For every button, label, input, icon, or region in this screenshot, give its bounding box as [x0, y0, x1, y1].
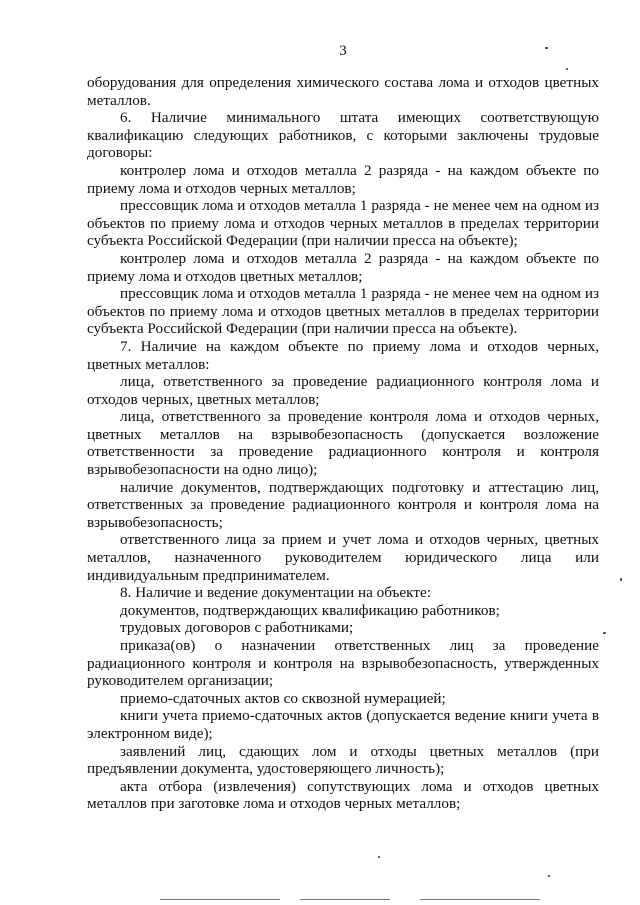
paragraph-2: 6. Наличие минимального штата имеющих соответствующую квалификацию следующих работников, с которыми заключены трудовые договоры: [87, 109, 603, 162]
paragraph-19: акта отбора (извлечения) сопутствующих лома и отходов цветных металлов при заготовке лома и отходов черных металлов; [87, 777, 599, 813]
paragraph-18: заявлений лиц, сдающих лом и отходы цветных металлов (при предъявлении документа, удостоверяющего личность); [87, 742, 599, 778]
paragraph-11: ответственного лица за прием и учет лома и отходов черных, цветных металлов, назначенного руководителем юридического лица или индивидуальным предпринимателем. [87, 531, 599, 584]
paragraph-17: книги учета приемо-сдаточных актов (допускается ведение книги учета в электронном виде); [87, 707, 599, 742]
paragraph-4: прессовщик лома и отходов металла 1 разряда - не менее чем на одном из объектов по приему лома и отходов черных металлов в пределах территории субъекта Российской Федерации (при наличии пресса на объекте); [87, 197, 599, 250]
paragraph-10: наличие документов, подтверждающих подготовку и аттестацию лиц, ответственных за проведение радиационного контроля и контроля лома на взрывобезопасность; [87, 478, 599, 531]
scan-speck [603, 632, 606, 634]
paragraph-12: 8. Наличие и ведение документации на объекте: [120, 584, 431, 602]
paragraph-1: оборудования для определения химического состава лома и отходов цветных металлов. [87, 74, 599, 109]
paragraph-15: приказа(ов) о назначении ответственных лиц за проведение радиационного контроля и контроля на взрывобезопасность, утвержденных руководителем организации; [87, 637, 599, 690]
scan-speck [545, 47, 548, 49]
scan-edge-line [300, 899, 390, 900]
scan-edge-line [420, 899, 540, 900]
paragraph-7: 7. Наличие на каждом объекте по приему лома и отходов черных, цветных металлов: [87, 337, 599, 373]
scan-speck [566, 68, 568, 70]
paragraph-14: трудовых договоров с работниками; [120, 619, 354, 637]
scan-speck [620, 578, 622, 581]
scan-speck [378, 856, 380, 858]
scan-edge-line [160, 899, 280, 900]
paragraph-9: лица, ответственного за проведение контроля лома и отходов черных, цветных металлов на взрывобезопасность (допускается возложение ответственности за проведение радиационного контроля и контроля взрывобезопасности на одно лицо); [87, 408, 599, 479]
paragraph-13: документов, подтверждающих квалификацию работников; [120, 601, 500, 619]
paragraph-16: приемо-сдаточных актов со сквозной нумерацией; [120, 689, 446, 707]
paragraph-6: прессовщик лома и отходов металла 1 разряда - не менее чем на одном из объектов по приему лома и отходов цветных металлов в пределах территории субъекта Российской Федерации (при наличии пресса на объекте). [87, 285, 599, 338]
paragraph-3: контролер лома и отходов металла 2 разряда - на каждом объекте по приему лома и отходов черных металлов; [87, 161, 599, 197]
page-number: 3 [339, 43, 347, 59]
scan-speck [548, 875, 550, 877]
document-body [87, 74, 603, 813]
paragraph-5: контролер лома и отходов металла 2 разряда - на каждом объекте по приему лома и отходов цветных металлов; [87, 249, 599, 285]
paragraph-8: лица, ответственного за проведение радиационного контроля лома и отходов черных, цветных металлов; [87, 373, 599, 408]
